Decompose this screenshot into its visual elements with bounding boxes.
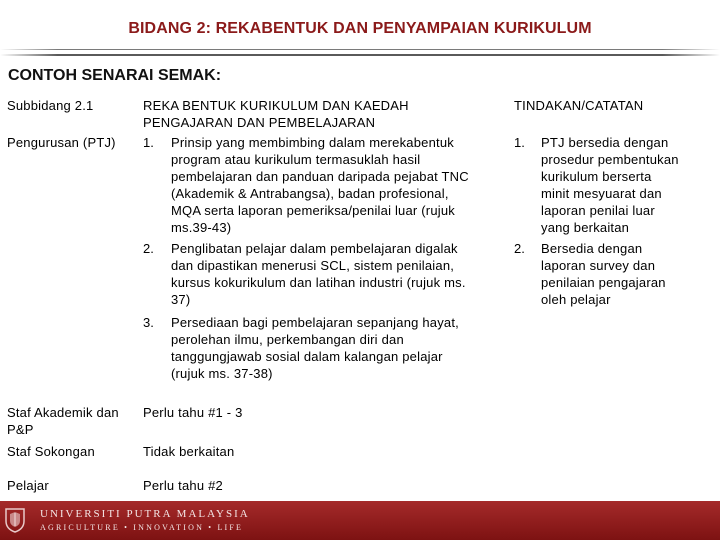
page-title: BIDANG 2: REKABENTUK DAN PENYAMPAIAN KURIKULUM bbox=[128, 20, 592, 37]
header-reka-bentuk-line1: REKA BENTUK KURIKULUM DAN KAEDAH bbox=[143, 98, 409, 113]
divider-bottom bbox=[0, 54, 720, 56]
item-2-line: 37) bbox=[171, 292, 191, 307]
item-3-line: tanggungjawab sosial dalam kalangan pelajar bbox=[171, 349, 443, 364]
item-3-line: Persediaan bagi pembelajaran sepanjang hayat, bbox=[171, 315, 459, 330]
action-2-line: Bersedia dengan bbox=[541, 241, 643, 256]
item-1-line: (Akademik & Antrabangsa), badan profesional, bbox=[171, 186, 449, 201]
item-2-line: kursus kokurikulum dan latihan industri (rujuk ms. bbox=[171, 275, 466, 290]
action-1-line: prosedur pembentukan bbox=[541, 152, 679, 167]
action-2-line: oleh pelajar bbox=[541, 292, 611, 307]
action-2-line: laporan survey dan bbox=[541, 258, 656, 273]
action-1-line: minit mesyuarat dan bbox=[541, 186, 662, 201]
row-label-staf-sokongan: Staf Sokongan bbox=[7, 444, 95, 459]
item-1-line: ms.39-43) bbox=[171, 220, 232, 235]
row-value-staf-akademik: Perlu tahu #1 - 3 bbox=[143, 405, 243, 420]
header-tindakan: TINDAKAN/CATATAN bbox=[514, 98, 644, 113]
item-1-line: pembelajaran dan panduan daripada pejabat TNC bbox=[171, 169, 469, 184]
university-crest-icon bbox=[4, 507, 26, 533]
item-1-line: Prinsip yang membimbing dalam merekabentuk bbox=[171, 135, 454, 150]
action-1-line: PTJ bersedia dengan bbox=[541, 135, 669, 150]
header-reka-bentuk-line2: PENGAJARAN DAN PEMBELAJARAN bbox=[143, 115, 376, 130]
university-tagline: AGRICULTURE • INNOVATION • LIFE bbox=[40, 523, 244, 532]
item-2-line: dan dipastikan menerusi SCL, sistem penilaian, bbox=[171, 258, 455, 273]
header-subbidang: Subbidang 2.1 bbox=[7, 98, 94, 113]
item-1-line: MQA serta laporan pemeriksa/penilai luar (rujuk bbox=[171, 203, 455, 218]
row-value-staf-sokongan: Tidak berkaitan bbox=[143, 444, 235, 459]
action-1-line: laporan penilai luar bbox=[541, 203, 655, 218]
row-label-ptj: Pengurusan (PTJ) bbox=[7, 135, 116, 150]
footer-banner bbox=[0, 501, 720, 540]
university-name: UNIVERSITI PUTRA MALAYSIA bbox=[40, 508, 250, 520]
action-2-line: penilaian pengajaran bbox=[541, 275, 666, 290]
row-label-pelajar: Pelajar bbox=[7, 478, 49, 493]
action-1-line: yang berkaitan bbox=[541, 220, 630, 235]
action-1-line: kurikulum berserta bbox=[541, 169, 652, 184]
item-1-line: program atau kurikulum termasuklah hasil bbox=[171, 152, 421, 167]
item-3-line: (rujuk ms. 37-38) bbox=[171, 366, 273, 381]
item-3-line: perolehan ilmu, perkembangan diri dan bbox=[171, 332, 404, 347]
row-value-pelajar: Perlu tahu #2 bbox=[143, 478, 223, 493]
item-2-line: Penglibatan pelajar dalam pembelajaran digalak bbox=[171, 241, 458, 256]
item-number: 3. bbox=[143, 315, 154, 330]
action-number: 2. bbox=[514, 241, 525, 256]
row-label-staf-akademik-line2: P&P bbox=[7, 422, 34, 437]
item-number: 2. bbox=[143, 241, 154, 256]
divider-top bbox=[0, 49, 720, 50]
item-number: 1. bbox=[143, 135, 154, 150]
section-subtitle: CONTOH SENARAI SEMAK: bbox=[8, 67, 222, 84]
row-label-staf-akademik: Staf Akademik dan bbox=[7, 405, 119, 420]
action-number: 1. bbox=[514, 135, 525, 150]
